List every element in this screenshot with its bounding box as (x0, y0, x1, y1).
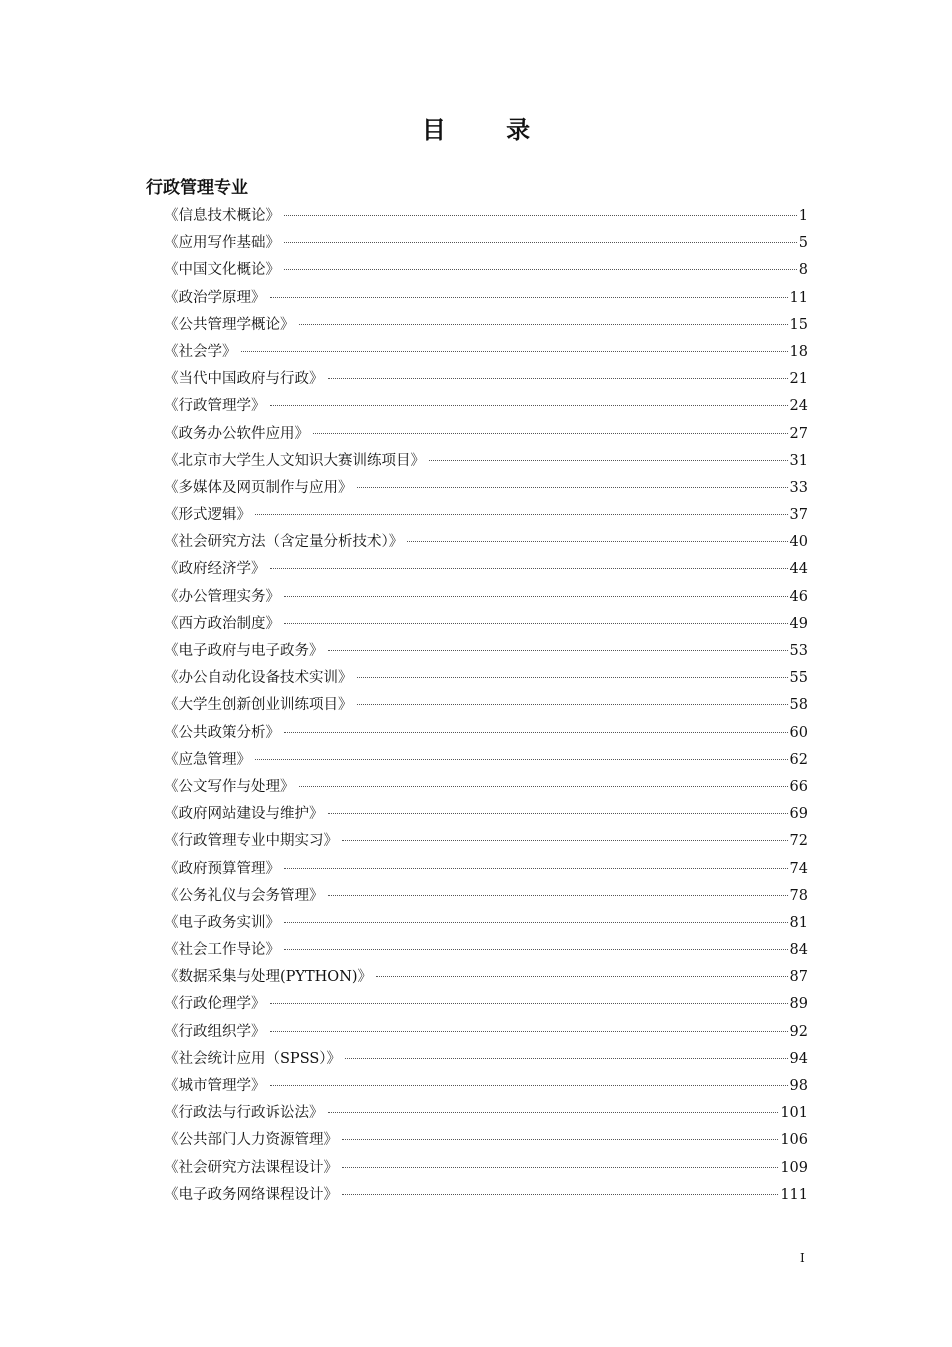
toc-entry-title: 《公文写作与处理》 (164, 778, 295, 795)
dot-leader (284, 596, 788, 597)
toc-list (164, 203, 808, 1209)
dot-leader (342, 1139, 778, 1140)
toc-entry-page: 49 (789, 615, 808, 632)
toc-entry[interactable] (164, 1127, 808, 1154)
toc-entry[interactable] (164, 312, 808, 339)
toc-entry-page: 15 (789, 316, 808, 333)
toc-entry[interactable] (164, 584, 808, 611)
toc-entry-title: 《社会工作导论》 (164, 942, 280, 959)
toc-entry[interactable] (164, 910, 808, 937)
toc-entry-page: 60 (789, 724, 808, 741)
toc-entry-page: 72 (789, 833, 808, 850)
toc-entry[interactable] (164, 475, 808, 502)
toc-entry-title: 《行政组织学》 (164, 1023, 266, 1040)
dot-leader (284, 623, 788, 624)
toc-entry-title: 《应用写作基础》 (164, 235, 280, 252)
toc-entry-title: 《北京市大学生人文知识大赛训练项目》 (164, 452, 425, 469)
toc-entry[interactable] (164, 1046, 808, 1073)
toc-entry[interactable] (164, 747, 808, 774)
dot-leader (328, 895, 788, 896)
toc-entry-title: 《大学生创新创业训练项目》 (164, 697, 353, 714)
dot-leader (270, 297, 788, 298)
toc-entry-title: 《城市管理学》 (164, 1078, 266, 1094)
dot-leader (328, 378, 788, 379)
toc-entry[interactable] (164, 611, 808, 638)
toc-entry-page: 55 (789, 670, 808, 687)
dot-leader (342, 840, 788, 841)
toc-entry-title: 《当代中国政府与行政》 (164, 371, 324, 388)
section-heading: 行政管理专业 (146, 178, 248, 198)
toc-entry[interactable] (164, 801, 808, 828)
toc-entry[interactable] (164, 774, 808, 801)
toc-entry-page: 109 (780, 1159, 808, 1176)
page-title: 目 录 (421, 116, 557, 144)
toc-entry-title: 《电子政务实训》 (164, 914, 280, 931)
toc-entry-title: 《多媒体及网页制作与应用》 (164, 479, 353, 496)
dot-leader (284, 868, 788, 869)
toc-entry-title: 《社会研究方法（含定量分析技术）》 (164, 534, 404, 551)
toc-entry[interactable] (164, 203, 808, 230)
toc-entry-page: 33 (789, 479, 808, 496)
toc-entry-page: 111 (780, 1186, 808, 1203)
dot-leader (270, 1003, 788, 1004)
toc-entry[interactable] (164, 230, 808, 257)
toc-entry[interactable] (164, 393, 808, 420)
toc-entry-page: 27 (789, 425, 808, 442)
toc-entry[interactable] (164, 883, 808, 910)
dot-leader (284, 949, 788, 950)
toc-entry-title: 《电子政务网络课程设计》 (164, 1186, 338, 1203)
toc-entry-title: 《行政管理学》 (164, 398, 266, 415)
dot-leader (284, 269, 797, 270)
toc-entry[interactable] (164, 339, 808, 366)
toc-entry[interactable] (164, 1019, 808, 1046)
dot-leader (299, 324, 788, 325)
toc-entry-title: 《办公自动化设备技术实训》 (164, 670, 353, 687)
toc-entry-page: 5 (798, 235, 808, 252)
toc-entry[interactable] (164, 1073, 808, 1100)
toc-entry-title: 《公共管理学概论》 (164, 316, 295, 333)
toc-entry[interactable] (164, 937, 808, 964)
dot-leader (342, 1167, 778, 1168)
toc-entry-page: 81 (789, 914, 808, 931)
toc-entry-page: 46 (789, 588, 808, 605)
toc-entry[interactable] (164, 257, 808, 284)
toc-entry-page: 66 (789, 778, 808, 795)
toc-entry[interactable] (164, 692, 808, 719)
toc-entry-title: 《信息技术概论》 (164, 208, 280, 224)
toc-entry-title: 《社会研究方法课程设计》 (164, 1159, 338, 1176)
toc-entry-page: 87 (789, 969, 808, 986)
dot-leader (357, 704, 788, 705)
toc-entry-title: 《政府经济学》 (164, 561, 266, 578)
toc-entry[interactable] (164, 828, 808, 855)
toc-entry[interactable] (164, 720, 808, 747)
toc-entry[interactable] (164, 856, 808, 883)
toc-entry-page: 98 (789, 1078, 808, 1094)
toc-entry-page: 37 (789, 507, 808, 524)
toc-entry-page: 11 (789, 289, 808, 306)
toc-entry-page: 58 (789, 697, 808, 714)
dot-leader (270, 568, 788, 569)
toc-entry-page: 53 (789, 643, 808, 659)
toc-entry[interactable] (164, 1100, 808, 1127)
toc-entry-title: 《公务礼仪与会务管理》 (164, 887, 324, 904)
dot-leader (284, 922, 788, 923)
toc-entry-title: 《政治学原理》 (164, 289, 266, 306)
toc-entry-page: 106 (780, 1132, 808, 1149)
dot-leader (255, 514, 788, 515)
toc-entry-title: 《数据采集与处理(PYTHON)》 (164, 969, 373, 986)
dot-leader (357, 677, 788, 678)
toc-entry-page: 44 (789, 561, 808, 578)
toc-entry-page: 101 (780, 1105, 808, 1122)
toc-entry[interactable] (164, 1182, 808, 1209)
toc-entry-page: 31 (789, 452, 808, 469)
dot-leader (407, 541, 787, 542)
dot-leader (299, 786, 788, 787)
toc-entry-title: 《政府网站建设与维护》 (164, 806, 324, 823)
dot-leader (328, 813, 788, 814)
toc-entry[interactable] (164, 556, 808, 583)
toc-entry[interactable] (164, 421, 808, 448)
toc-entry-page: 21 (789, 371, 808, 388)
toc-entry-page: 74 (789, 860, 808, 877)
dot-leader (345, 1058, 787, 1059)
toc-entry[interactable] (164, 285, 808, 312)
toc-entry-title: 《行政管理专业中期实习》 (164, 833, 338, 850)
toc-entry-title: 《公共部门人力资源管理》 (164, 1132, 338, 1149)
dot-leader (429, 460, 788, 461)
dot-leader (241, 351, 788, 352)
toc-entry-page: 18 (789, 343, 808, 360)
toc-entry-title: 《西方政治制度》 (164, 615, 280, 632)
toc-entry[interactable] (164, 991, 808, 1018)
dot-leader (270, 405, 788, 406)
toc-entry[interactable] (164, 638, 808, 665)
toc-entry[interactable] (164, 502, 808, 529)
dot-leader (328, 650, 788, 651)
dot-leader (357, 487, 788, 488)
dot-leader (284, 215, 797, 216)
toc-entry-title: 《形式逻辑》 (164, 507, 251, 524)
toc-entry-title: 《行政伦理学》 (164, 996, 266, 1013)
toc-entry-page: 89 (789, 996, 808, 1013)
dot-leader (270, 1085, 788, 1086)
dot-leader (284, 242, 797, 243)
toc-entry[interactable] (164, 665, 808, 692)
dot-leader (255, 759, 788, 760)
dot-leader (376, 976, 788, 977)
toc-entry-page: 84 (789, 942, 808, 959)
dot-leader (270, 1031, 788, 1032)
dot-leader (328, 1112, 779, 1113)
toc-entry[interactable] (164, 366, 808, 393)
toc-entry-page: 1 (798, 208, 808, 224)
dot-leader (284, 732, 788, 733)
toc-entry-title: 《政府预算管理》 (164, 860, 280, 877)
toc-entry-title: 《社会统计应用（SPSS）》 (164, 1050, 342, 1067)
toc-entry-title: 《公共政策分析》 (164, 724, 280, 741)
toc-entry[interactable] (164, 448, 808, 475)
toc-entry-page: 40 (789, 534, 808, 551)
toc-entry[interactable] (164, 1155, 808, 1182)
toc-entry-title: 《行政法与行政诉讼法》 (164, 1105, 324, 1122)
toc-entry-title: 《办公管理实务》 (164, 588, 280, 605)
toc-entry[interactable] (164, 964, 808, 991)
toc-entry[interactable] (164, 529, 808, 556)
toc-entry-page: 92 (789, 1023, 808, 1040)
toc-entry-page: 94 (789, 1050, 808, 1067)
toc-entry-page: 78 (789, 887, 808, 904)
toc-entry-title: 《社会学》 (164, 343, 237, 360)
toc-entry-title: 《应急管理》 (164, 751, 251, 768)
toc-entry-page: 62 (789, 751, 808, 768)
toc-entry-title: 《政务办公软件应用》 (164, 425, 309, 442)
toc-entry-page: 24 (789, 398, 808, 415)
dot-leader (342, 1194, 778, 1195)
toc-entry-page: 8 (798, 262, 808, 279)
dot-leader (313, 433, 788, 434)
toc-entry-title: 《电子政府与电子政务》 (164, 643, 324, 659)
page-number: I (800, 1251, 805, 1265)
toc-entry-page: 69 (789, 806, 808, 823)
toc-entry-title: 《中国文化概论》 (164, 262, 280, 279)
